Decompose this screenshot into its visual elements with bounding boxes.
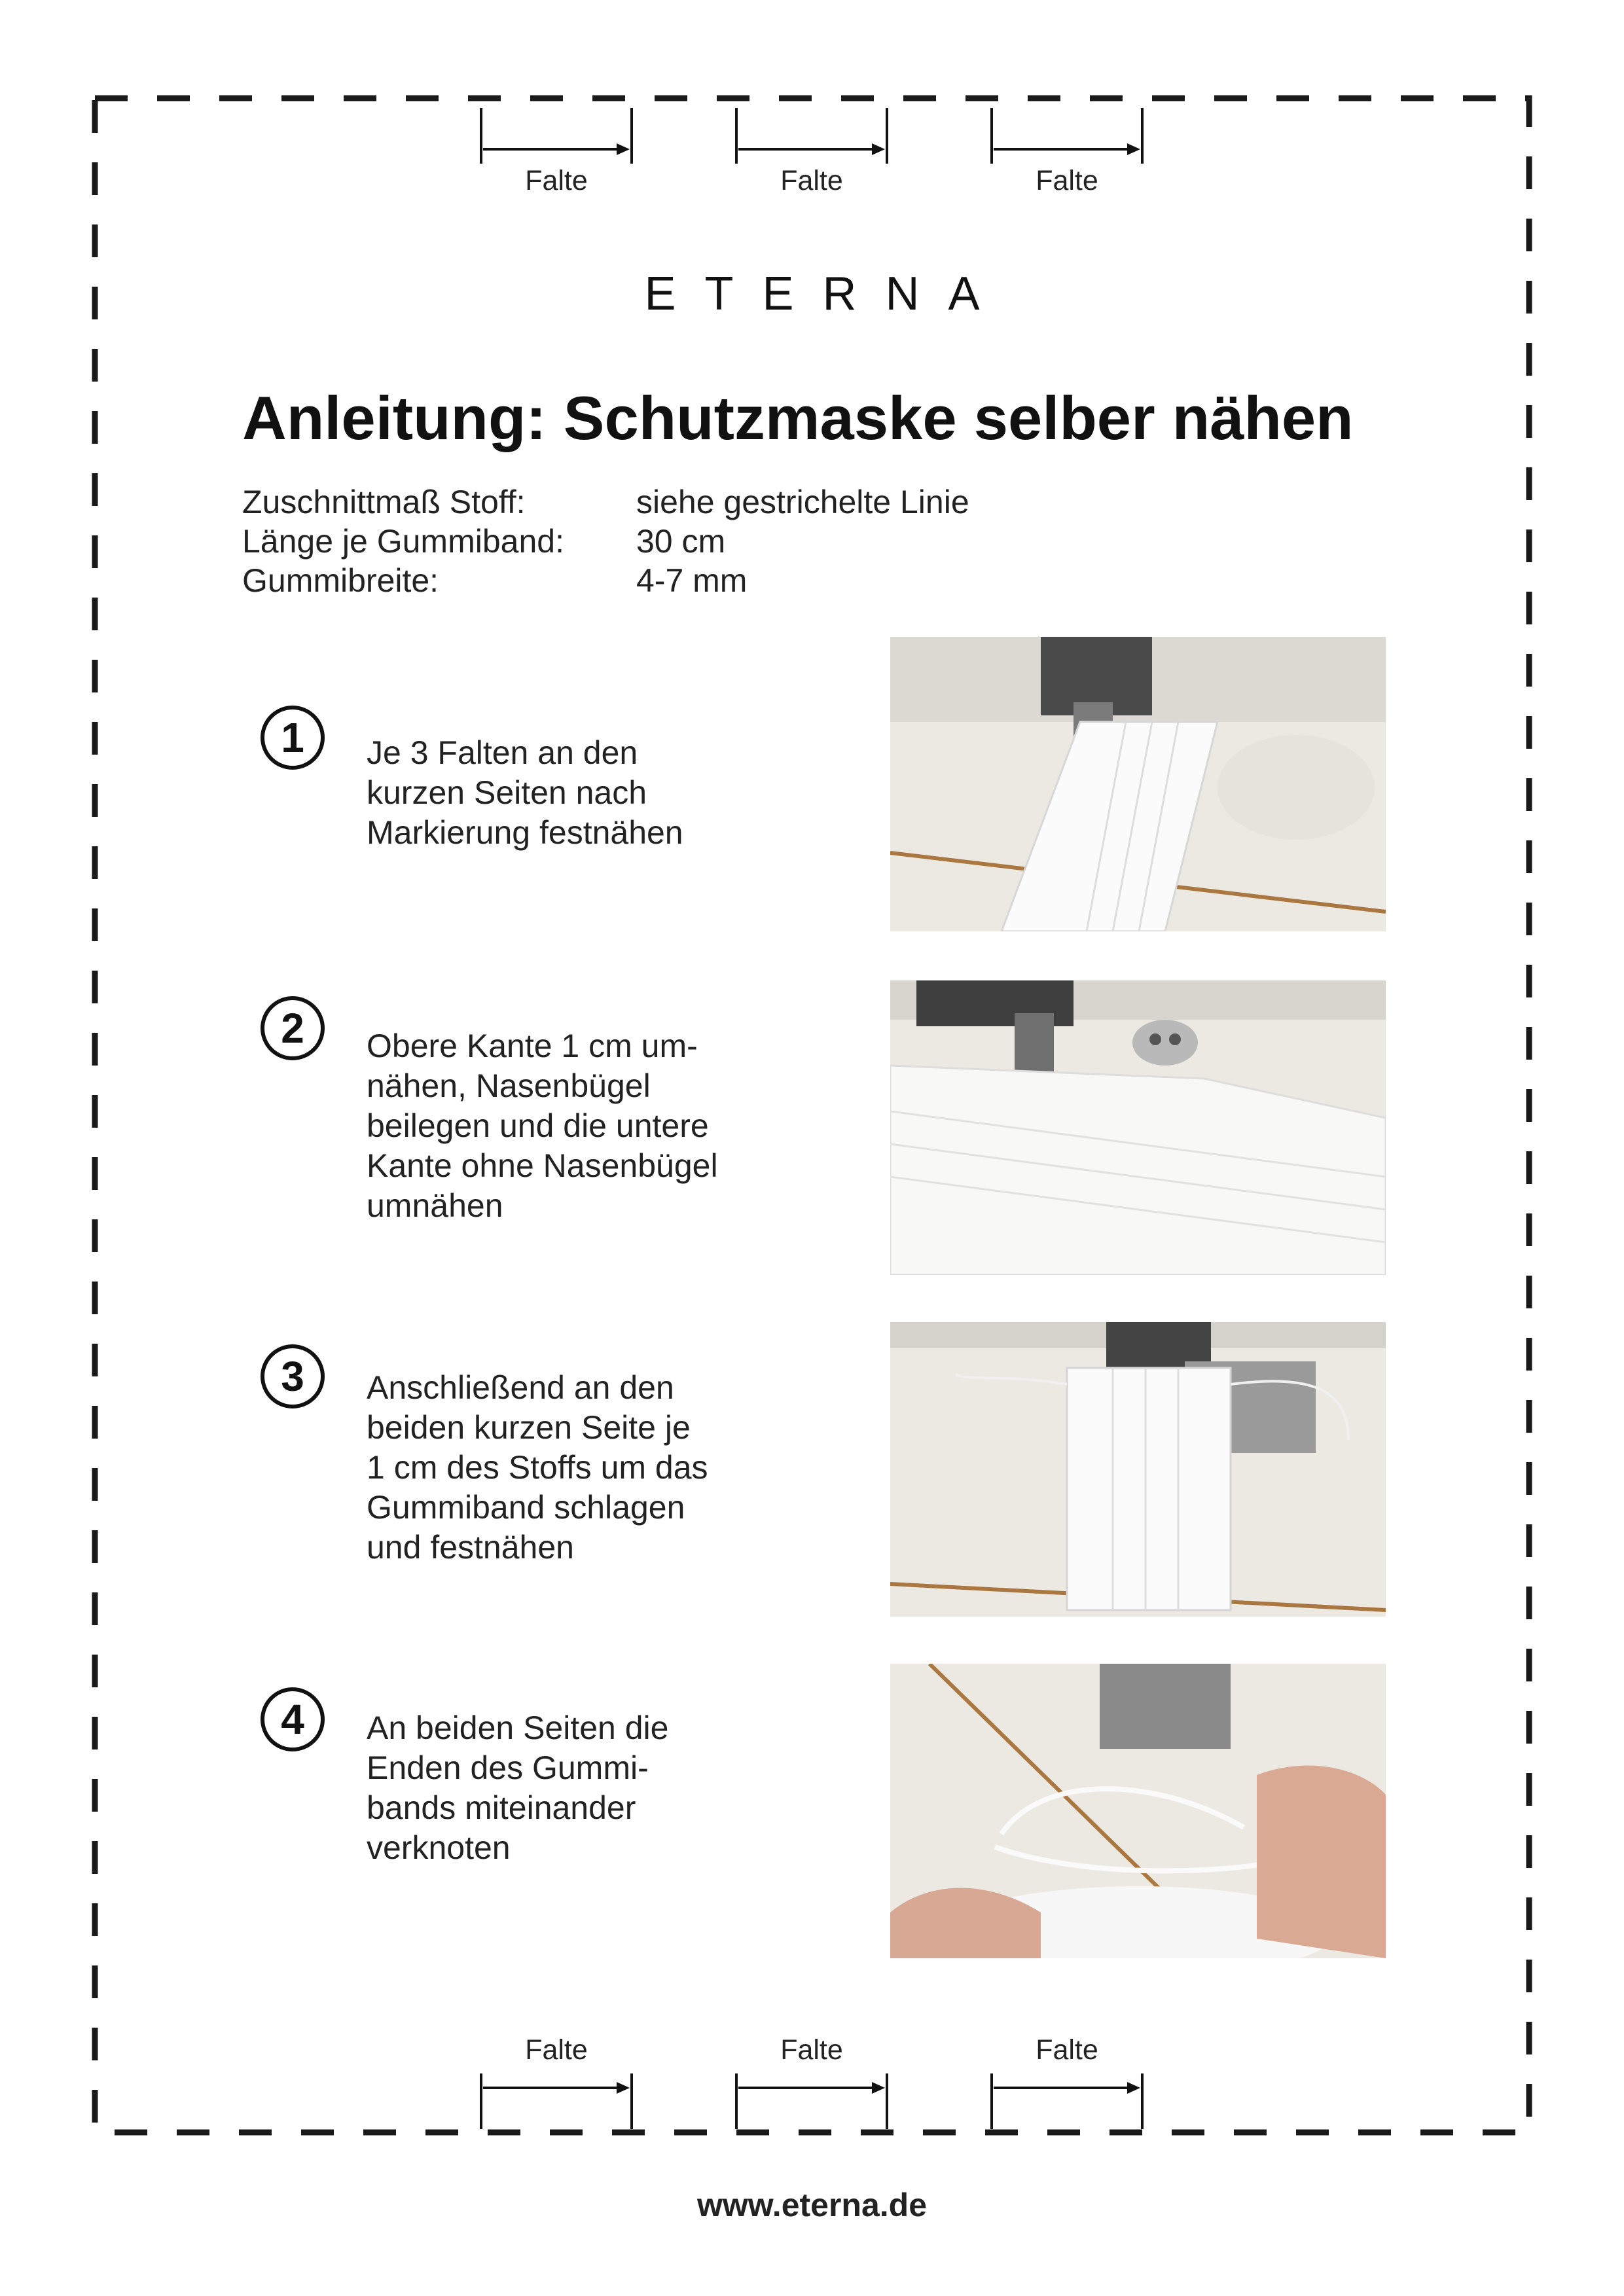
step-text-4: An beiden Seiten die Enden des Gummi- bands miteinander verknoten [367,1710,669,1866]
step-text-1: Je 3 Falten an den kurzen Seiten nach Markierung festnähen [367,734,683,851]
fold-mark-bottom-2 [733,2034,890,2106]
step-photo-2 [890,980,1386,1275]
fold-mark-top-1 [478,105,635,196]
step-number-3: 3 [261,1344,325,1408]
spec-value-cut-size: siehe gestrichelte Linie [636,484,969,520]
fold-mark-bottom-1 [478,2034,635,2106]
fold-label: Falte [525,165,588,196]
spec-label-elastic-width: Gummibreite: [242,562,439,599]
step-number-2: 2 [261,996,325,1060]
step-text-2: Obere Kante 1 cm um- nähen, Nasenbügel beilegen und die untere Kante ohne Nasenbügel umnähen [367,1028,718,1224]
spec-value-elastic-length: 30 cm [636,523,726,560]
page-title: Anleitung: Schutzmaske selber nähen [242,384,1354,452]
spec-label-elastic-length: Länge je Gummiband: [242,523,564,560]
fold-mark-top-2 [733,105,890,196]
fold-label: Falte [780,2034,843,2066]
spec-label-cut-size: Zuschnittmaß Stoff: [242,484,526,520]
fold-label: Falte [1036,165,1098,196]
step-number-1: 1 [261,706,325,770]
step-photo-3 [890,1322,1386,1617]
footer-url: www.eterna.de [696,2187,928,2223]
step-photo-4 [890,1664,1386,1958]
fold-label: Falte [1036,2034,1098,2066]
fold-label: Falte [525,2034,588,2066]
step-text-3: Anschließend an den beiden kurzen Seite je 1 cm des Stoffs um das Gummiband schlagen und festnähen [367,1369,708,1566]
step-number-4: 4 [261,1687,325,1751]
fold-label: Falte [780,165,843,196]
spec-value-elastic-width: 4-7 mm [636,562,748,599]
fold-mark-bottom-3 [988,2034,1146,2106]
brand-logo: ETERNA [644,268,1009,320]
step-photo-1 [890,637,1386,931]
fold-mark-top-3 [988,105,1146,196]
